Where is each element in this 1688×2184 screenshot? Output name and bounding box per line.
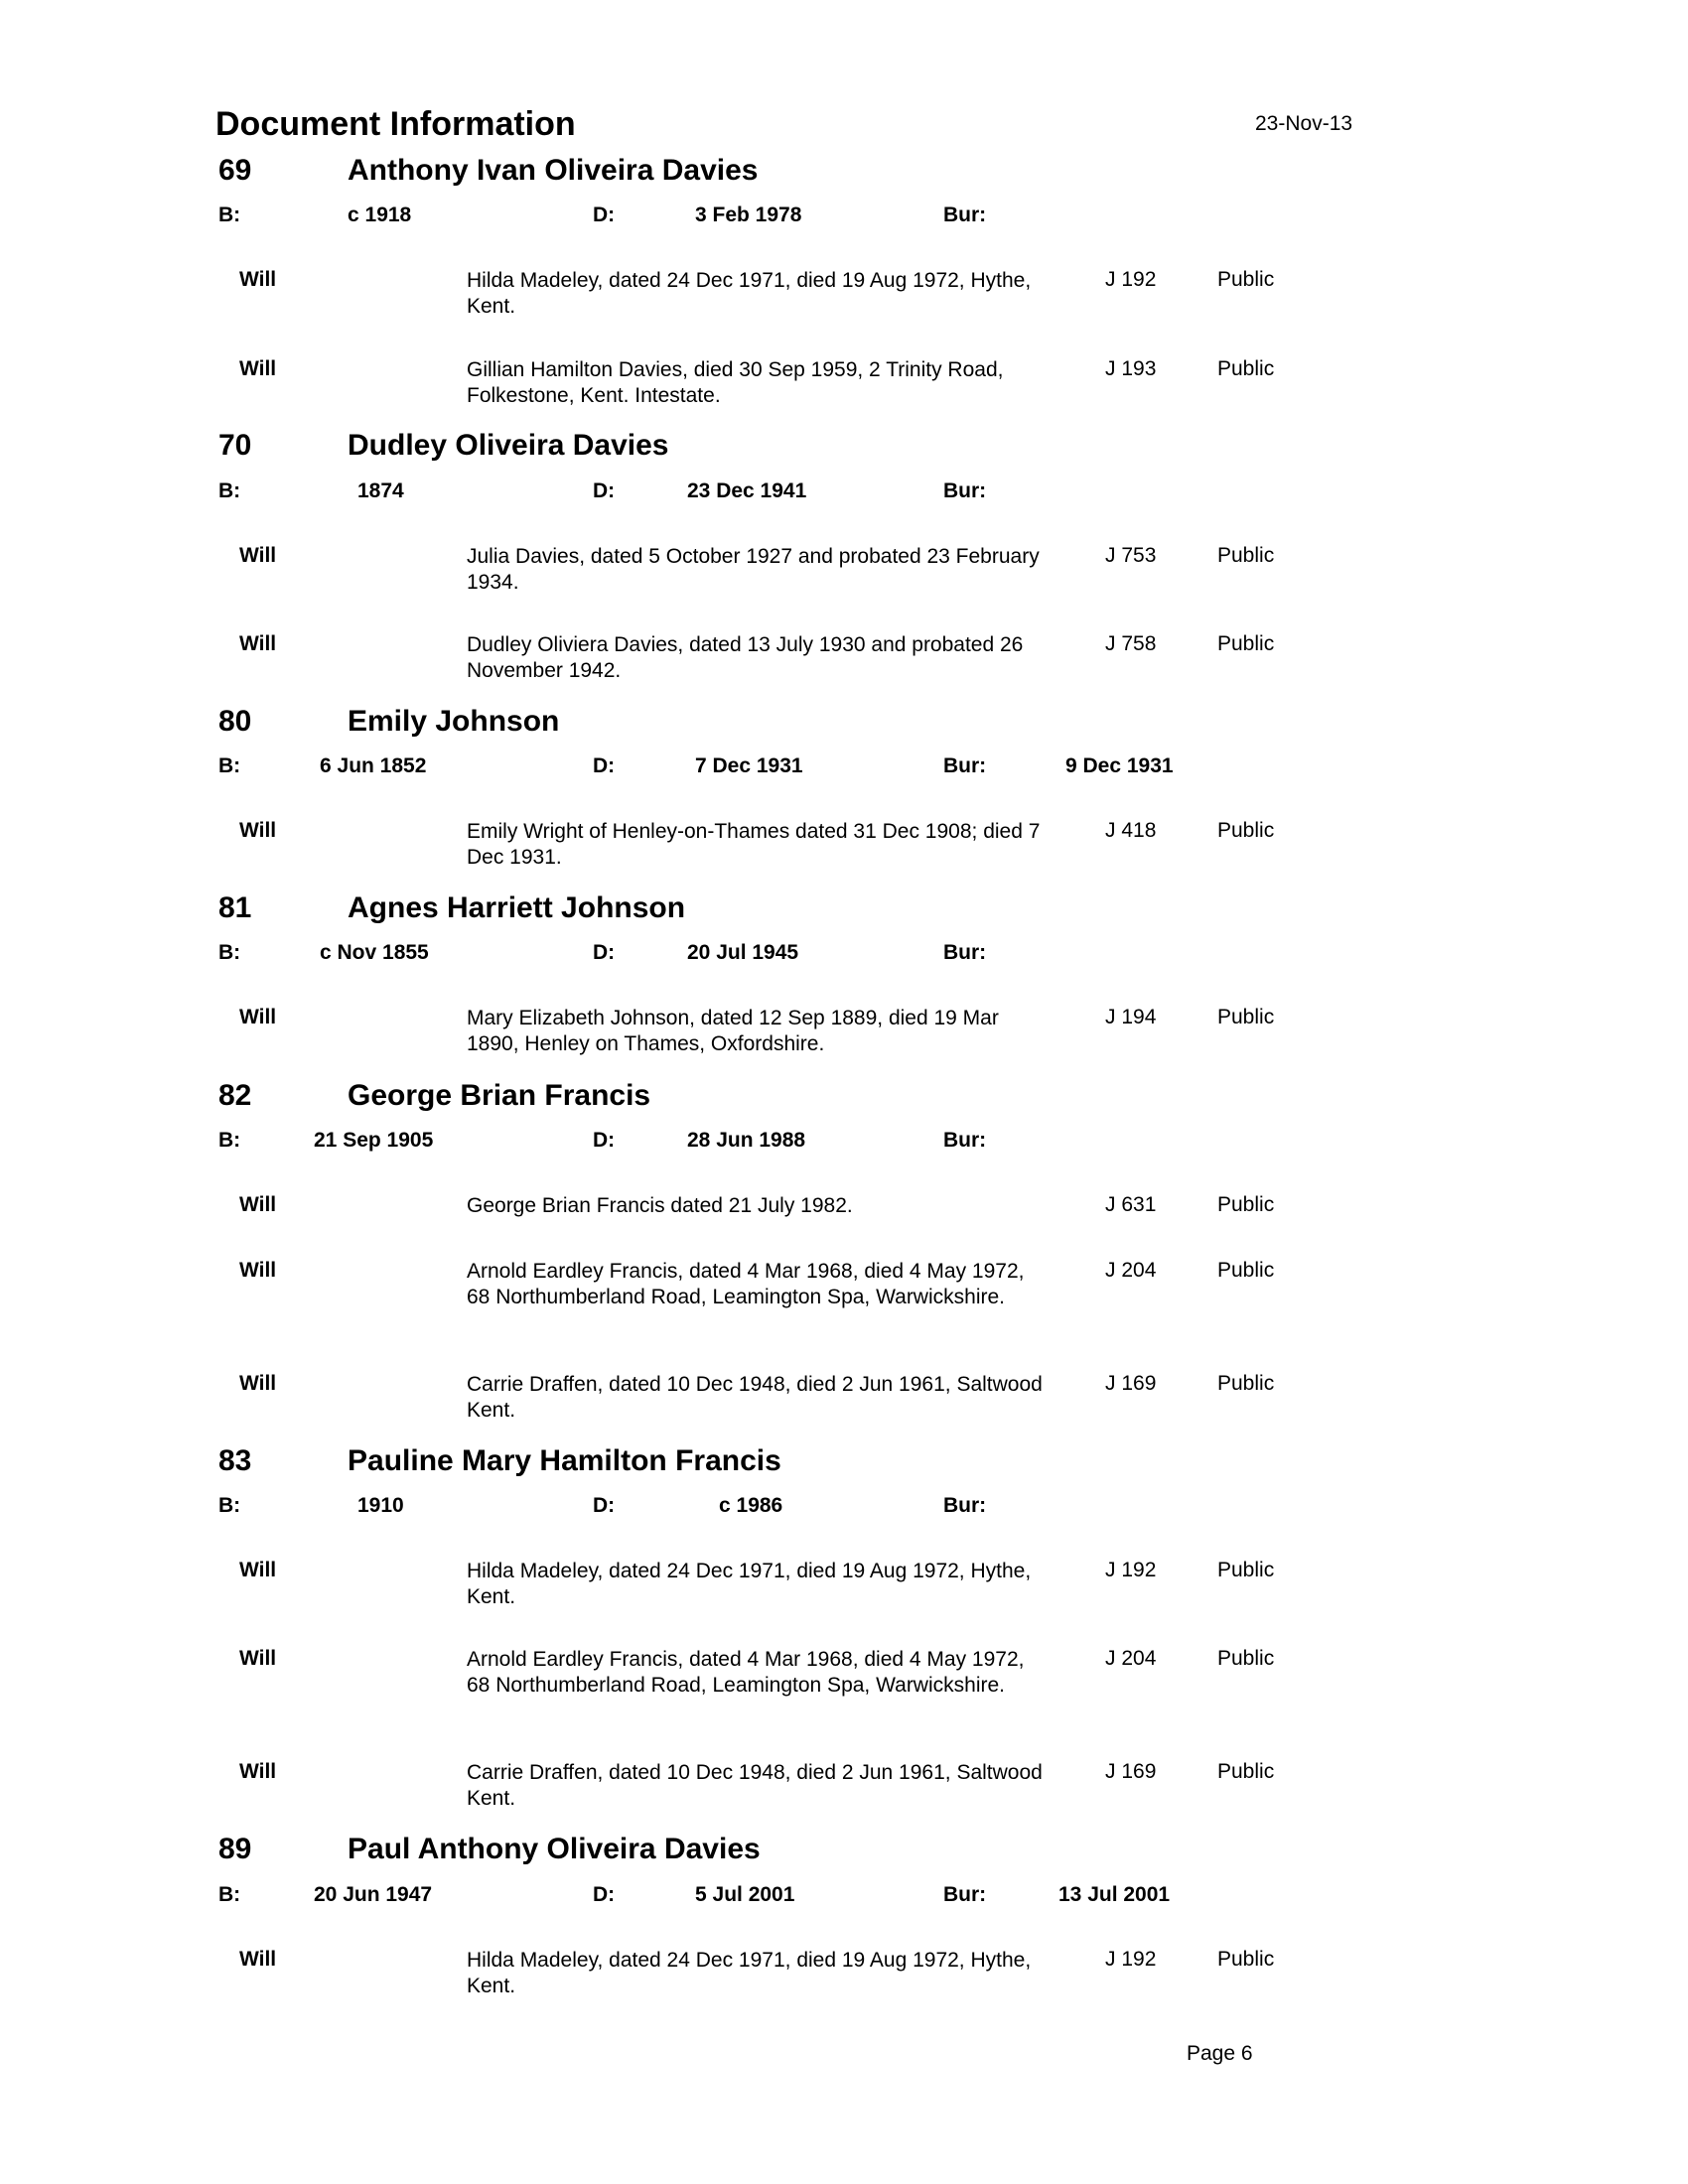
will-access-status: Public: [1217, 1193, 1275, 1216]
will-access-status: Public: [1217, 268, 1275, 291]
entry-number: 69: [218, 154, 252, 187]
will-type-label: Will: [239, 632, 277, 655]
page-number: Page 6: [1187, 2042, 1253, 2065]
will-reference: J 753: [1105, 544, 1157, 567]
will-description: Emily Wright of Henley-on-Thames dated 31 Dec 1908; died 7 Dec 1931.: [467, 820, 1041, 869]
person-name: Pauline Mary Hamilton Francis: [348, 1444, 781, 1477]
will-description: George Brian Francis dated 21 July 1982.: [467, 1194, 853, 1217]
buried-label: Bur:: [943, 1129, 987, 1152]
died-date: 20 Jul 1945: [687, 941, 799, 964]
buried-label: Bur:: [943, 479, 987, 502]
buried-label: Bur:: [943, 1883, 987, 1906]
will-description: Arnold Eardley Francis, dated 4 Mar 1968, died 4 May 1972, 68 Northumberland Road, Leamington Spa, Warwickshire.: [467, 1260, 1025, 1308]
will-type-label: Will: [239, 1647, 277, 1670]
will-description: Julia Davies, dated 5 October 1927 and probated 23 February 1934.: [467, 545, 1040, 594]
entry-number: 83: [218, 1444, 252, 1477]
will-description: Arnold Eardley Francis, dated 4 Mar 1968, died 4 May 1972, 68 Northumberland Road, Leamington Spa, Warwickshire.: [467, 1648, 1025, 1697]
buried-date: 13 Jul 2001: [1058, 1883, 1171, 1906]
born-date: 6 Jun 1852: [320, 754, 427, 777]
will-type-label: Will: [239, 544, 277, 567]
born-label: B:: [218, 1883, 241, 1906]
died-label: D:: [593, 941, 616, 964]
document-date: 23-Nov-13: [1255, 112, 1353, 135]
will-type-label: Will: [239, 1372, 277, 1395]
page-title: Document Information: [215, 105, 576, 143]
buried-label: Bur:: [943, 204, 987, 226]
buried-date: 9 Dec 1931: [1065, 754, 1174, 777]
died-date: 28 Jun 1988: [687, 1129, 806, 1152]
will-reference: J 194: [1105, 1006, 1157, 1028]
died-label: D:: [593, 204, 616, 226]
will-reference: J 758: [1105, 632, 1157, 655]
entry-number: 80: [218, 705, 252, 738]
entry-number: 81: [218, 891, 252, 924]
buried-label: Bur:: [943, 1494, 987, 1517]
will-type-label: Will: [239, 1193, 277, 1216]
person-name: Anthony Ivan Oliveira Davies: [348, 154, 759, 187]
will-access-status: Public: [1217, 1559, 1275, 1581]
will-access-status: Public: [1217, 1647, 1275, 1670]
will-type-label: Will: [239, 1559, 277, 1581]
will-description: Carrie Draffen, dated 10 Dec 1948, died 2 Jun 1961, Saltwood Kent.: [467, 1761, 1043, 1810]
will-access-status: Public: [1217, 1948, 1275, 1971]
born-label: B:: [218, 1494, 241, 1517]
buried-label: Bur:: [943, 941, 987, 964]
will-access-status: Public: [1217, 1006, 1275, 1028]
entry-number: 89: [218, 1833, 252, 1865]
born-date: 21 Sep 1905: [314, 1129, 434, 1152]
person-name: Paul Anthony Oliveira Davies: [348, 1833, 761, 1865]
will-reference: J 169: [1105, 1372, 1157, 1395]
will-access-status: Public: [1217, 1259, 1275, 1282]
will-type-label: Will: [239, 268, 277, 291]
born-date: c 1918: [348, 204, 412, 226]
will-type-label: Will: [239, 1259, 277, 1282]
person-name: Dudley Oliveira Davies: [348, 429, 669, 462]
died-label: D:: [593, 754, 616, 777]
will-description: Mary Elizabeth Johnson, dated 12 Sep 1889, died 19 Mar 1890, Henley on Thames, Oxfordshire.: [467, 1007, 999, 1055]
born-date: 20 Jun 1947: [314, 1883, 433, 1906]
born-label: B:: [218, 479, 241, 502]
died-label: D:: [593, 1129, 616, 1152]
born-date: c Nov 1855: [320, 941, 429, 964]
will-access-status: Public: [1217, 632, 1275, 655]
died-date: 5 Jul 2001: [695, 1883, 795, 1906]
will-reference: J 192: [1105, 268, 1157, 291]
died-label: D:: [593, 1883, 616, 1906]
will-access-status: Public: [1217, 544, 1275, 567]
will-type-label: Will: [239, 819, 277, 842]
will-reference: J 169: [1105, 1760, 1157, 1783]
will-reference: J 204: [1105, 1259, 1157, 1282]
died-date: 7 Dec 1931: [695, 754, 803, 777]
died-date: c 1986: [719, 1494, 783, 1517]
will-description: Hilda Madeley, dated 24 Dec 1971, died 19 Aug 1972, Hythe, Kent.: [467, 269, 1032, 318]
born-label: B:: [218, 204, 241, 226]
entry-number: 82: [218, 1079, 252, 1112]
died-date: 23 Dec 1941: [687, 479, 807, 502]
will-type-label: Will: [239, 357, 277, 380]
will-description: Carrie Draffen, dated 10 Dec 1948, died 2 Jun 1961, Saltwood Kent.: [467, 1373, 1043, 1422]
will-access-status: Public: [1217, 819, 1275, 842]
will-reference: J 631: [1105, 1193, 1157, 1216]
entry-number: 70: [218, 429, 252, 462]
will-reference: J 192: [1105, 1559, 1157, 1581]
will-reference: J 204: [1105, 1647, 1157, 1670]
will-access-status: Public: [1217, 1372, 1275, 1395]
will-reference: J 418: [1105, 819, 1157, 842]
will-description: Hilda Madeley, dated 24 Dec 1971, died 19 Aug 1972, Hythe, Kent.: [467, 1949, 1032, 1997]
person-name: George Brian Francis: [348, 1079, 651, 1112]
will-description: Dudley Oliviera Davies, dated 13 July 1930 and probated 26 November 1942.: [467, 633, 1024, 682]
died-label: D:: [593, 479, 616, 502]
died-label: D:: [593, 1494, 616, 1517]
will-type-label: Will: [239, 1760, 277, 1783]
born-label: B:: [218, 941, 241, 964]
born-label: B:: [218, 1129, 241, 1152]
will-type-label: Will: [239, 1948, 277, 1971]
buried-label: Bur:: [943, 754, 987, 777]
person-name: Agnes Harriett Johnson: [348, 891, 686, 924]
will-type-label: Will: [239, 1006, 277, 1028]
will-access-status: Public: [1217, 1760, 1275, 1783]
born-date: 1874: [357, 479, 404, 502]
born-label: B:: [218, 754, 241, 777]
will-description: Gillian Hamilton Davies, died 30 Sep 1959, 2 Trinity Road, Folkestone, Kent. Intestate.: [467, 358, 1004, 407]
born-date: 1910: [357, 1494, 404, 1517]
person-name: Emily Johnson: [348, 705, 560, 738]
will-description: Hilda Madeley, dated 24 Dec 1971, died 19 Aug 1972, Hythe, Kent.: [467, 1560, 1032, 1608]
will-reference: J 193: [1105, 357, 1157, 380]
will-access-status: Public: [1217, 357, 1275, 380]
will-reference: J 192: [1105, 1948, 1157, 1971]
died-date: 3 Feb 1978: [695, 204, 802, 226]
